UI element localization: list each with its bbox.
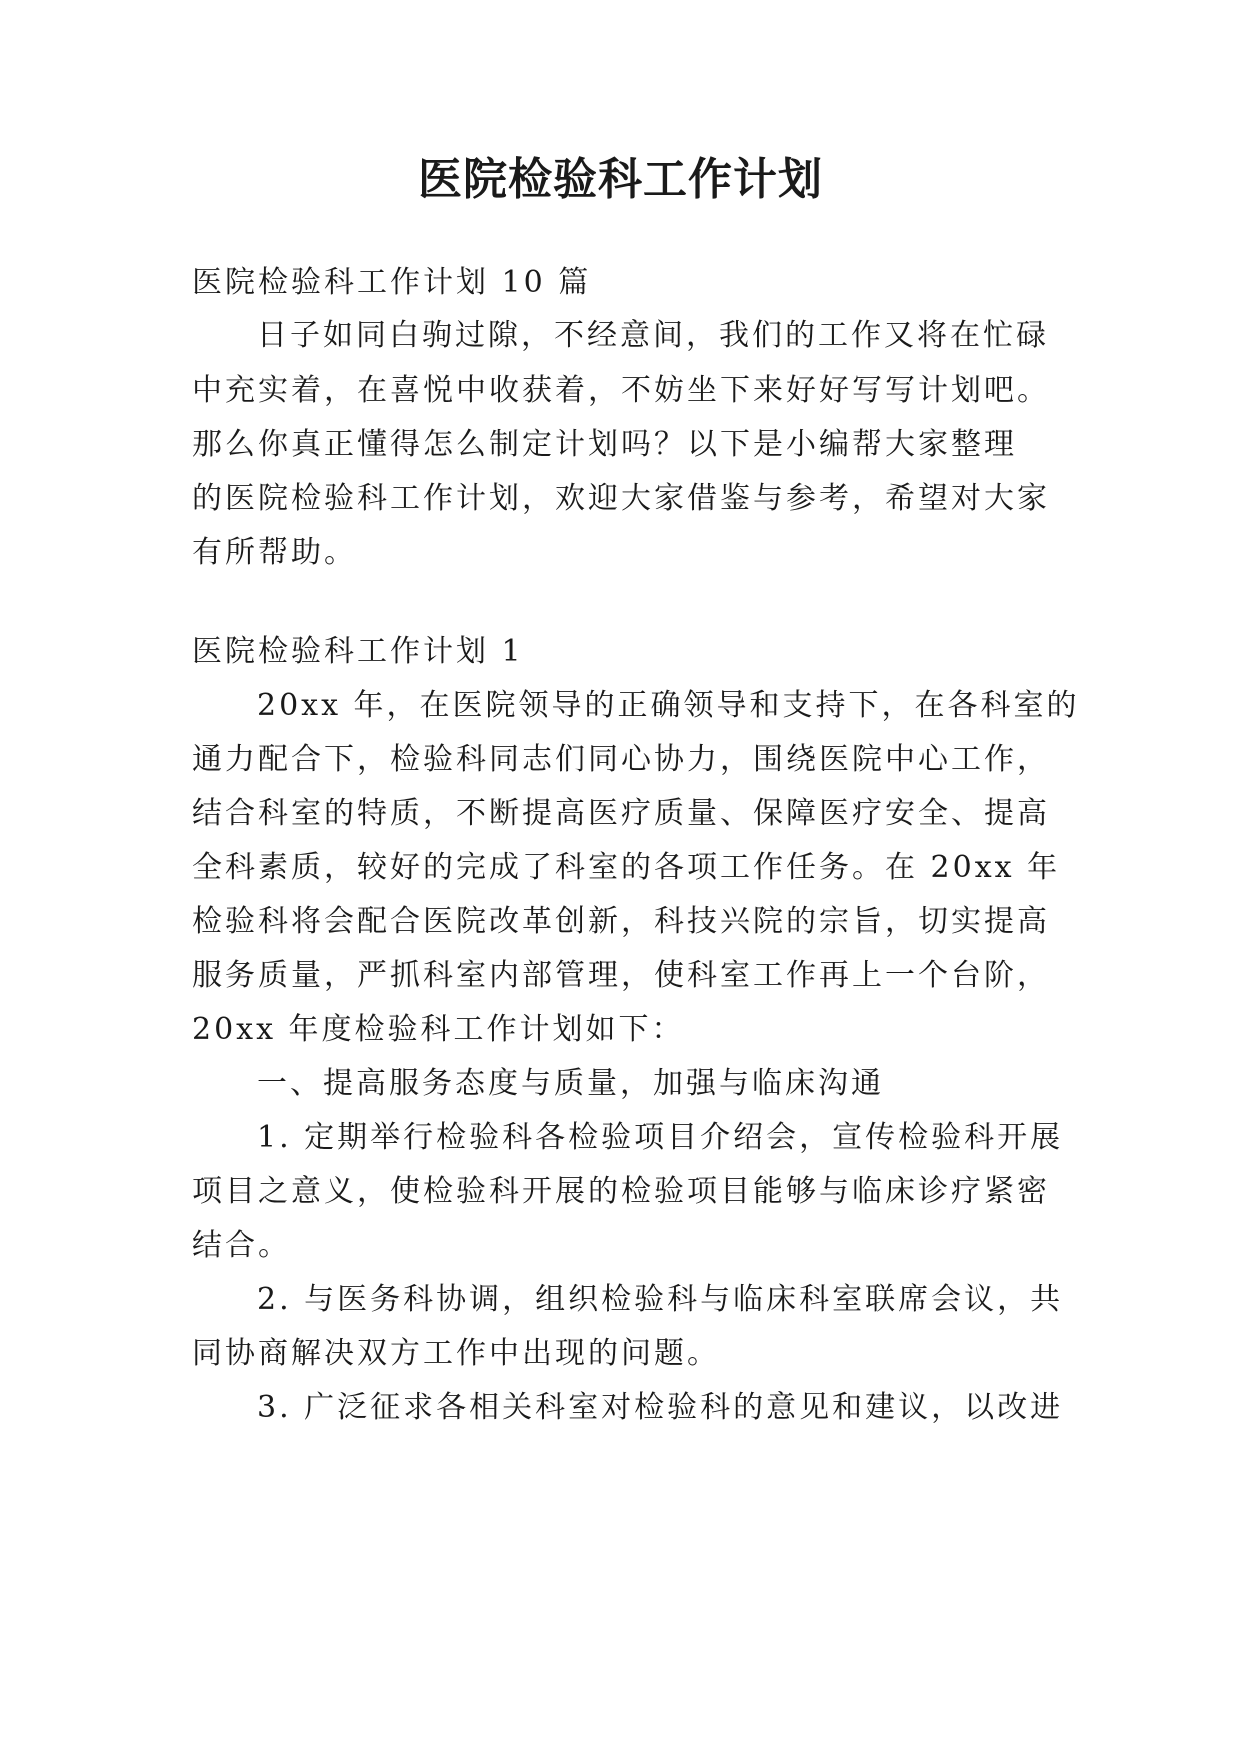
document-title: 医院检验科工作计划	[418, 154, 823, 205]
list-item-line: 3. 广泛征求各相关科室对检验科的意见和建议，以改进	[257, 1390, 1064, 1425]
paragraph-line: 检验科将会配合医院改革创新，科技兴院的宗旨，切实提高	[192, 904, 1050, 939]
list-item-line: 项目之意义，使检验科开展的检验项目能够与临床诊疗紧密	[192, 1174, 1050, 1209]
section-heading-plan-1: 医院检验科工作计划 1	[192, 634, 524, 669]
list-item-line: 同协商解决双方工作中出现的问题。	[192, 1336, 720, 1371]
paragraph-line: 那么你真正懂得怎么制定计划吗？以下是小编帮大家整理	[192, 427, 1017, 462]
list-item-line: 结合。	[192, 1228, 291, 1263]
section-heading-overview: 医院检验科工作计划 10 篇	[192, 265, 592, 300]
paragraph-line: 日子如同白驹过隙，不经意间，我们的工作又将在忙碌	[257, 318, 1049, 353]
paragraph-line: 的医院检验科工作计划，欢迎大家借鉴与参考，希望对大家	[192, 481, 1050, 516]
list-item-line: 2. 与医务科协调，组织检验科与临床科室联席会议，共	[257, 1282, 1064, 1317]
paragraph-line: 服务质量，严抓科室内部管理，使科室工作再上一个台阶，	[192, 958, 1050, 993]
list-item-line: 1. 定期举行检验科各检验项目介绍会，宣传检验科开展	[257, 1120, 1064, 1155]
paragraph-line: 通力配合下，检验科同志们同心协力，围绕医院中心工作，	[192, 742, 1050, 777]
subsection-heading: 一、提高服务态度与质量，加强与临床沟通	[257, 1066, 884, 1101]
paragraph-line: 20xx 年度检验科工作计划如下：	[192, 1012, 685, 1047]
paragraph-line: 中充实着，在喜悦中收获着，不妨坐下来好好写写计划吧。	[192, 373, 1050, 408]
paragraph-line: 全科素质，较好的完成了科室的各项工作任务。在 20xx 年	[192, 850, 1061, 885]
paragraph-line: 结合科室的特质，不断提高医疗质量、保障医疗安全、提高	[192, 796, 1050, 831]
paragraph-line: 20xx 年，在医院领导的正确领导和支持下，在各科室的	[257, 688, 1080, 723]
paragraph-line: 有所帮助。	[192, 535, 357, 570]
